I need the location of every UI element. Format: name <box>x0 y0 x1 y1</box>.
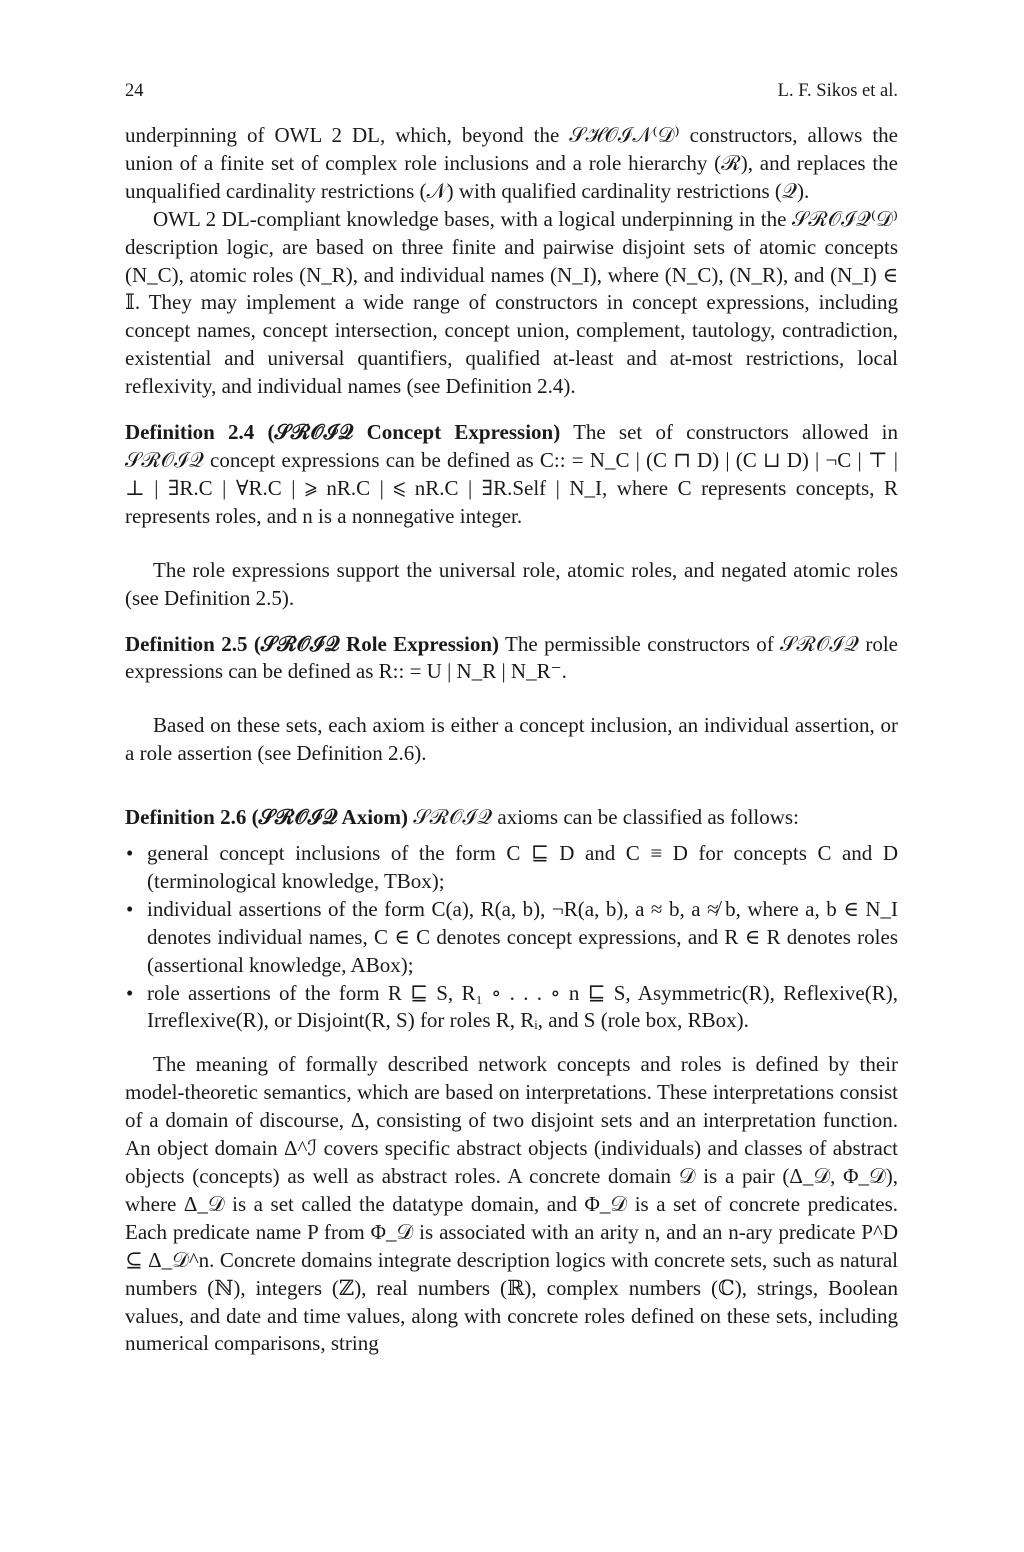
page <box>125 78 898 1358</box>
definition-2-6 <box>125 804 898 832</box>
paragraph-owl2dl: underpinning of OWL 2 DL, which, beyond the 𝒮ℋ𝒪ℐ𝒩⁽𝒟⁾ constructors, allows the union of a finite set of complex role inclusions and a role hierarchy (ℛ), and replaces the unqualified cardinality restrictions (𝒩) with qualified cardinality restrictions (𝒬). <box>125 123 898 203</box>
paragraph-semantics: The meaning of formally described network concepts and roles is defined by their model-theoretic semantics, which are based on interpretations. These interpretations consist of a domain of discourse, Δ, consisting of two disjoint sets and an interpretation function. An object domain Δ^ℐ covers specific abstract objects (individuals) and classes of abstract objects (concepts) as well as abstract roles. A concrete domain 𝒟 is a pair (Δ_𝒟, Φ_𝒟), where Δ_𝒟 is a set called the datatype domain, and Φ_𝒟 is a set of concrete predicates. Each predicate name P from Φ_𝒟 is associated with an arity n, and an n-ary predicate P^D ⊆ Δ_𝒟^n. Concrete domains integrate description logics with concrete sets, such as natural numbers (ℕ), integers (ℤ), real numbers (ℝ), complex numbers (ℂ), strings, Boolean values, and date and time values, along with concrete roles defined on these sets, including numerical comparisons, string <box>125 1052 898 1356</box>
definition-2-4 <box>125 419 898 531</box>
definition-2-4-body: The set of constructors allowed in 𝒮ℛ𝒪ℐ𝒬 concept expressions can be defined as C:: = N_C | (C ⊓ D) | (C ⊔ D) | ¬C | ⊤ | ⊥ | ∃R.C | ∀R.C | ⩾ nR.C | ⩽ nR.C | ∃R.Self | N_I, where C represents concepts, R represents roles, and n is a nonnegative integer. <box>125 420 898 528</box>
paragraph-knowledge-bases-text: OWL 2 DL-compliant knowledge bases, with a logical underpinning in the 𝒮ℛ𝒪ℐ𝒬⁽𝒟⁾ description logic, are based on three finite and pairwise disjoint sets of atomic concepts (N_C), atomic roles (N_R), and individual names (N_I), where (N_C), (N_R), and (N_I) ∈ 𝕀. They may implement a wide range of constructors in concept expressions, including concept names, concept intersection, concept union, complement, tautology, contradiction, existential and universal quantifiers, qualified at-least and at-most restrictions, local reflexivity, and individual names (see Definition 2.4). <box>125 206 898 399</box>
paragraph-role-expressions: The role expressions support the universal role, atomic roles, and negated atomic roles (see Definition 2.5). <box>125 557 898 610</box>
page-number: 24 <box>125 81 144 101</box>
paragraph-axiom-types: Based on these sets, each axiom is either a concept inclusion, an individual assertion, or a role assertion (see Definition 2.6). <box>125 713 898 766</box>
axiom-list-item-tbox: • general concept inclusions of the form C ⊑ D and C ≡ D for concepts C and D (terminological knowledge, TBox); <box>125 840 898 896</box>
definition-2-5-heading: Definition 2.5 (𝒮ℛ𝒪ℐ𝒬 Role Expression) <box>125 631 500 656</box>
definition-2-6-body: 𝒮ℛ𝒪ℐ𝒬 axioms can be classified as follows: <box>413 805 799 830</box>
axiom-list-item-abox: • individual assertions of the form C(a), R(a, b), ¬R(a, b), a ≈ b, a ≉ b, where a, b ∈ N_I denotes individual names, C ∈ C denotes concept expressions, and R ∈ R denotes roles (assertional knowledge, ABox); <box>125 896 898 980</box>
axiom-list <box>125 840 898 1035</box>
definition-2-5-body: The permissible constructors of 𝒮ℛ𝒪ℐ𝒬 role expressions can be defined as R:: = U | N_R | N_R⁻. <box>125 631 899 684</box>
axiom-list-item-rbox: • role assertions of the form R ⊑ S, R₁ ∘ . . . ∘ n ⊑ S, Asymmetric(R), Reflexive(R), Irreflexive(R), or Disjoint(R, S) for roles R, Rᵢ, and S (role box, RBox). <box>125 980 898 1036</box>
paragraph-knowledge-bases <box>125 206 898 401</box>
definition-2-5 <box>125 631 898 687</box>
definition-2-6-heading: Definition 2.6 (𝒮ℛ𝒪ℐ𝒬 Axiom) <box>125 805 409 830</box>
definition-2-4-heading: Definition 2.4 (𝒮ℛ𝒪ℐ𝒬 Concept Expression) <box>125 420 561 445</box>
running-header-authors: L. F. Sikos et al. <box>777 81 898 101</box>
running-header <box>125 78 898 104</box>
